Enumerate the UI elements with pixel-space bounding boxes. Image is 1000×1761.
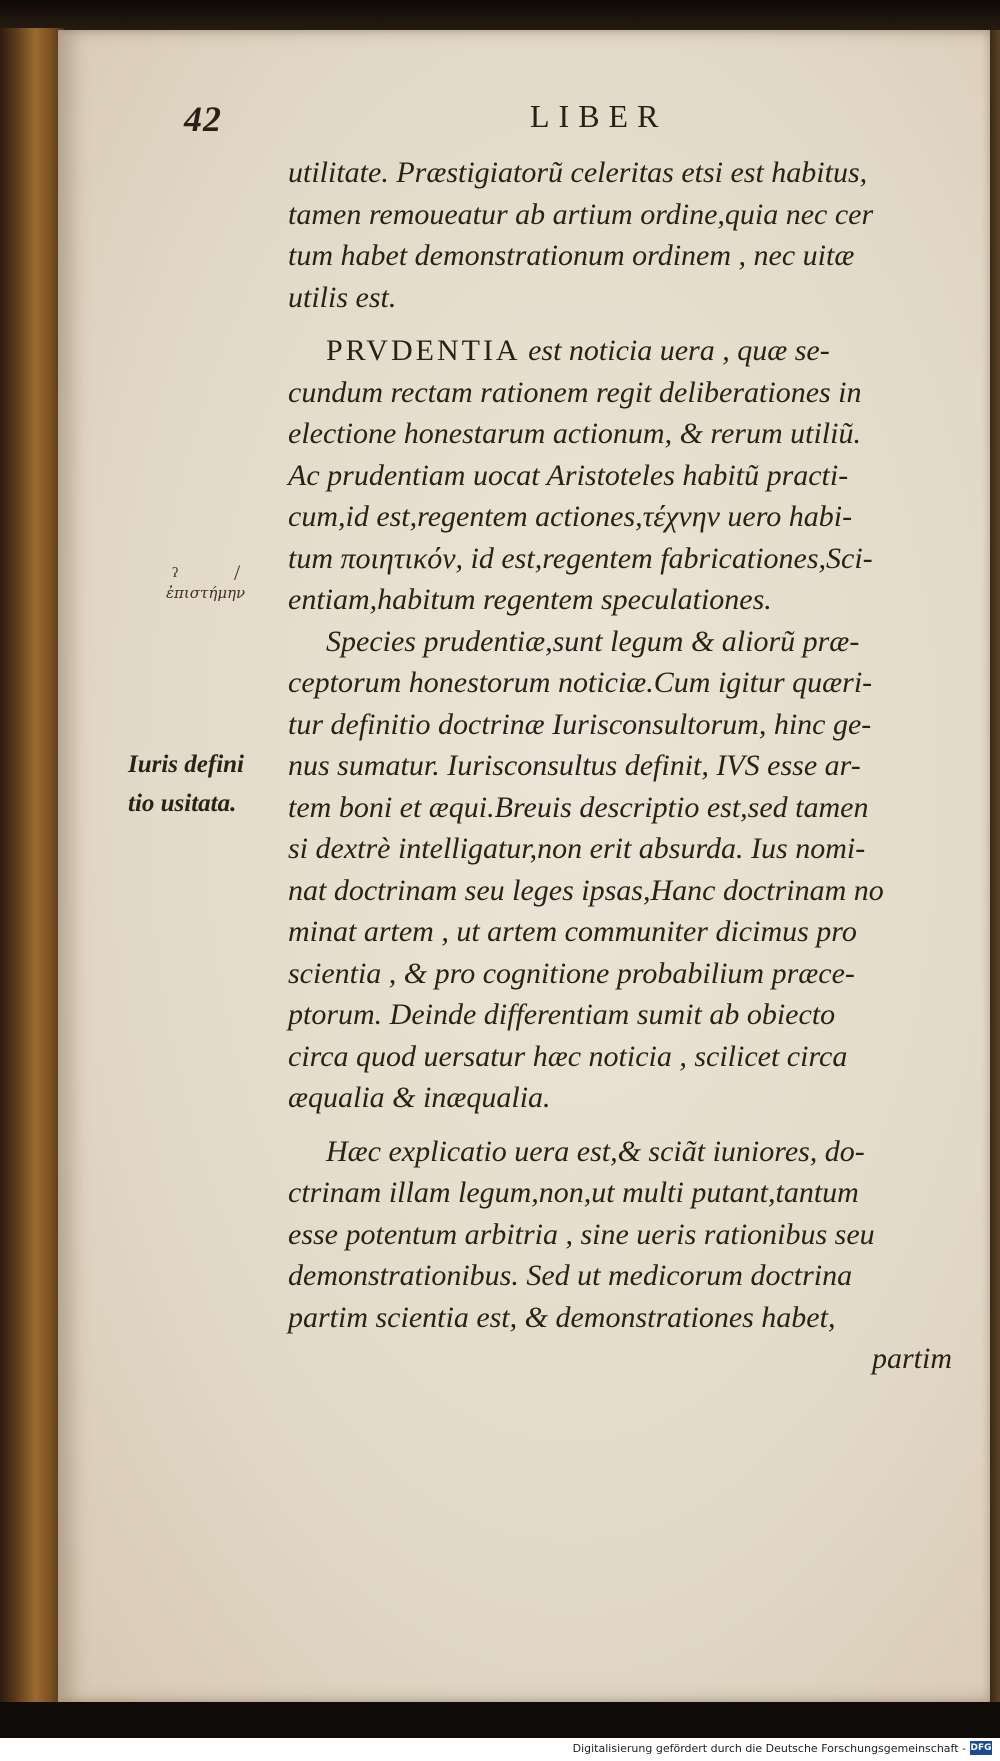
text-line: tamen remoueatur ab artium ordine,quia nec cer <box>288 197 874 231</box>
text-line: utilitate. Præstigiatorũ celeritas etsi est habitus, <box>288 156 868 189</box>
text-line: nat doctrinam seu leges ipsas,Hanc doctrinam no <box>288 873 884 907</box>
footer-credit: Digitalisierung gefördert durch die Deutsche Forschungsgemeinschaft - <box>572 1742 966 1755</box>
page-number: 42 <box>184 99 222 139</box>
text-line: tum habet demonstrationum ordinem , nec uitæ <box>288 239 855 272</box>
text-line: cundum rectam rationem regit deliberationes in <box>288 375 862 409</box>
text-line: circa quod uersatur hæc noticia , scilicet circa <box>288 1039 848 1073</box>
margin-note <box>128 745 288 823</box>
prudentia-heading-word: PRVDENTIA <box>326 334 521 367</box>
handwritten-mark: ʔ <box>172 566 179 581</box>
prudentia-line-rest: est noticia uera , quæ se- <box>520 334 830 367</box>
catchword: partim <box>871 1342 952 1375</box>
text-line: ceptorum honestorum noticiæ.Cum igitur quæri- <box>288 666 873 699</box>
text-line: tem boni et æqui.Breuis descriptio est,sed tamen <box>288 790 869 824</box>
text-line: utilis est. <box>288 280 397 314</box>
text-line: tur definitio doctrinæ Iurisconsultorum, hinc ge- <box>288 707 872 741</box>
dfg-logo: DFG <box>970 1743 992 1753</box>
text-line: esse potentum arbitria , sine ueris rationibus seu <box>288 1217 875 1251</box>
text-line: æqualia & inæqualia. <box>288 1081 551 1114</box>
text-line: ctrinam illam legum,non,ut multi putant,tantum <box>288 1176 859 1209</box>
text-line: partim scientia est, & demonstrationes habet, <box>288 1300 836 1334</box>
running-head: LIBER <box>530 98 668 134</box>
text-line: tum ποιητικόν, id est,regentem fabricationes,Sci- <box>288 541 873 575</box>
text-line: cum,id est,regentem actiones,τέχνην uero habi- <box>288 500 853 533</box>
bottom-background <box>0 1702 1000 1738</box>
text-line: electione honestarum actionum, & rerum utiliũ. <box>288 417 861 450</box>
handwritten-slash: / <box>234 560 241 585</box>
text-line: scientia , & pro cognitione probabilium præce- <box>288 956 855 990</box>
handwritten-marginal-note: ἐπιστήμην <box>166 584 246 602</box>
paragraph-gap <box>288 318 958 330</box>
text-line: Hæc explicatio uera est,& sciãt iuniores, do- <box>326 1134 865 1168</box>
paragraph-gap <box>288 1119 958 1131</box>
text-line: si dextrè intelligatur,non erit absurda. Ius nomi- <box>288 832 866 865</box>
book-spine <box>0 28 64 1708</box>
margin-note-line: Iuris defini <box>128 751 245 778</box>
margin-note-line: tio usitata. <box>128 790 237 817</box>
body-text <box>288 152 958 1380</box>
text-line: nus sumatur. Iurisconsultus definit, IVS esse ar- <box>288 749 861 782</box>
text-line: entiam,habitum regentem speculationes. <box>288 583 772 616</box>
top-background <box>0 0 1000 34</box>
text-line: ptorum. Deinde differentiam sumit ab obiecto <box>288 998 836 1031</box>
text-line: Species prudentiæ,sunt legum & aliorũ præ- <box>326 624 860 658</box>
text-line: Ac prudentiam uocat Aristoteles habitũ practi- <box>288 458 849 492</box>
text-line: demonstrationibus. Sed ut medicorum doctrina <box>288 1259 853 1292</box>
page-right-edge <box>990 30 1000 1702</box>
text-line: minat artem , ut artem communiter dicimus pro <box>288 915 857 948</box>
text-line-prudentia <box>288 330 958 372</box>
